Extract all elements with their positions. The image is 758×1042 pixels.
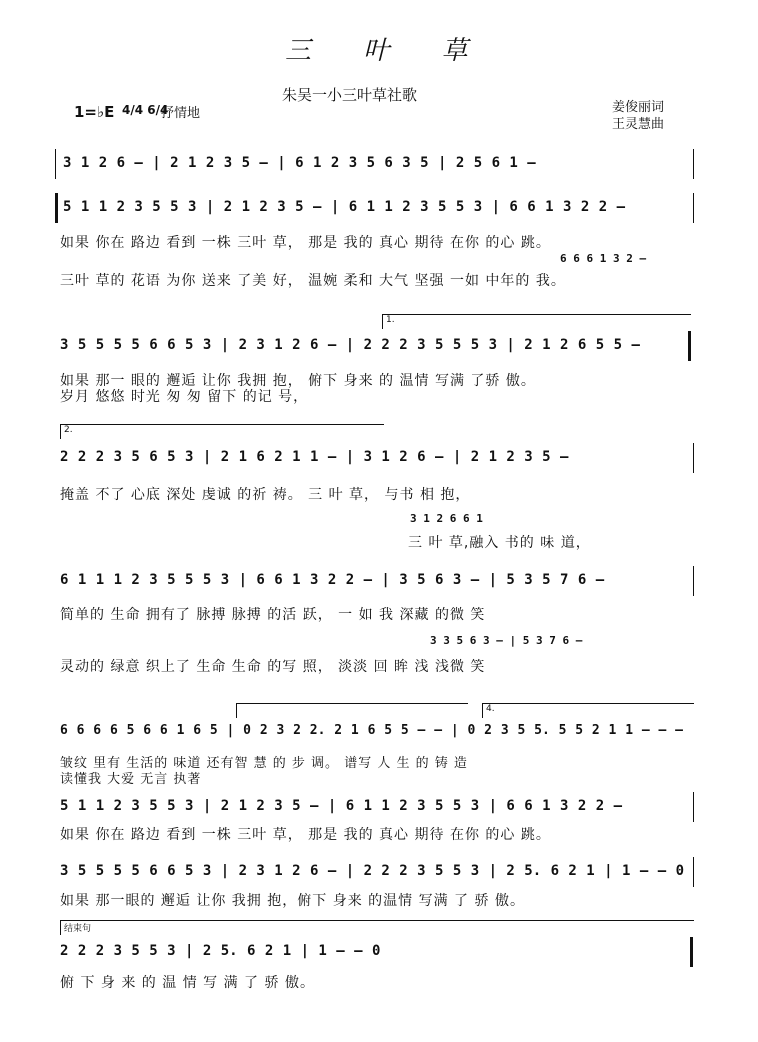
lyrics-verse1: 如果 那一眼的 邂逅 让你 我拥 抱，俯下 身来 的温情 写满 了 骄 傲。 bbox=[60, 893, 525, 909]
lyrics-verse2: 三 叶 草,融入 书的 味 道， bbox=[408, 535, 591, 551]
notation-line bbox=[55, 337, 705, 361]
time-signature: 4/4 6/4 bbox=[122, 103, 169, 117]
lyrics-verse1: 简单的 生命 拥有了 脉搏 脉搏 的活 跃， 一 如 我 深藏 的微 笑 bbox=[60, 607, 486, 623]
barline bbox=[693, 149, 694, 179]
alt-notation: 3 3 5 6 3 – | 5 3 7 6 – bbox=[430, 634, 583, 647]
volta-bracket: 4. bbox=[482, 703, 694, 718]
barline bbox=[693, 443, 694, 473]
volta-bracket: 1. bbox=[382, 314, 691, 329]
lyrics-verse1: 俯 下 身 来 的 温 情 写 满 了 骄 傲。 bbox=[60, 975, 315, 991]
notation-text: 6 6 6 6 5 6 6 1 6 5 | 0 2 3 2 2. 2 1 6 5 5 – – | 0 2 3 5 5. 5 5 2 1 1 – – – bbox=[60, 723, 683, 738]
lyrics-verse2: 灵动的 绿意 织上了 生命 生命 的写 照， 淡淡 回 眸 浅 浅微 笑 bbox=[60, 659, 486, 675]
notation-text: 6 1 1 1 2 3 5 5 5 3 | 6 6 1 3 2 2 – | 3 5 6 3 – | 5 3 5 7 6 – bbox=[60, 572, 605, 588]
composer-credit: 王灵慧曲 bbox=[612, 117, 665, 132]
notation-text: 2 2 2 3 5 6 5 3 | 2 1 6 2 1 1 – | 3 1 2 6 – | 2 1 2 3 5 – bbox=[60, 449, 569, 465]
alt-notation: 6 6 6 1 3 2 – bbox=[560, 252, 647, 265]
barline bbox=[693, 566, 694, 596]
notation-line bbox=[55, 943, 705, 967]
lyrics-verse1: 掩盖 不了 心底 深处 虔诚 的祈 祷。 三 叶 草， 与书 相 抱， bbox=[60, 487, 471, 503]
key-signature: 1=♭E bbox=[74, 103, 115, 121]
notation-line bbox=[55, 199, 705, 223]
final-barline bbox=[690, 937, 693, 967]
notation-line bbox=[55, 863, 705, 887]
notation-line bbox=[55, 155, 705, 179]
lyrics-verse1: 如果 你在 路边 看到 一株 三叶 草， 那是 我的 真心 期待 在你 的心 跳。 bbox=[60, 235, 551, 251]
lyrics-verse1: 皱纹 里有 生活的 味道 还有智 慧 的 步 调。 谱写 人 生 的 铸 造 bbox=[60, 756, 468, 771]
notation-line bbox=[55, 449, 705, 473]
volta-bracket: 2. bbox=[60, 424, 384, 439]
notation-text: 3 5 5 5 5 6 6 5 3 | 2 3 1 2 6 – | 2 2 2 3 5 5 3 | 2 5. 6 2 1 | 1 – – 0 bbox=[60, 863, 685, 879]
lyrics-verse2: 读懂我 大爱 无言 执著 bbox=[60, 772, 202, 787]
volta-bracket bbox=[236, 703, 468, 718]
lyrics-verse2: 岁月 悠悠 时光 匆 匆 留下 的记 号， bbox=[60, 389, 309, 405]
lyrics-verse1: 如果 那一 眼的 邂逅 让你 我拥 抱， 俯下 身来 的 温情 写满 了骄 傲。 bbox=[60, 373, 536, 389]
repeat-barline bbox=[55, 193, 58, 223]
expression-mark: 抒情地 bbox=[161, 106, 201, 121]
repeat-barline bbox=[688, 331, 691, 361]
notation-text: 3 5 5 5 5 6 6 5 3 | 2 3 1 2 6 – | 2 2 2 3 5 5 5 3 | 2 1 2 6 5 5 – bbox=[60, 337, 640, 353]
notation-line bbox=[55, 572, 705, 596]
barline bbox=[693, 857, 694, 887]
song-title: 三 叶 草 bbox=[285, 36, 490, 66]
lyrics-verse2: 三叶 草的 花语 为你 送来 了美 好， 温婉 柔和 大气 坚强 一如 中年的 我。 bbox=[60, 273, 566, 289]
lyrics-verse1: 如果 你在 路边 看到 一株 三叶 草， 那是 我的 真心 期待 在你 的心 跳。 bbox=[60, 827, 551, 843]
barline bbox=[693, 792, 694, 822]
notation-line bbox=[55, 723, 705, 747]
lyricist-credit: 姜俊丽词 bbox=[612, 100, 665, 115]
barline bbox=[55, 149, 56, 179]
notation-text: 3 1 2 6 – | 2 1 2 3 5 – | 6 1 2 3 5 6 3 5 | 2 5 6 1 – bbox=[63, 155, 536, 171]
song-subtitle: 朱吴一小三叶草社歌 bbox=[282, 86, 418, 104]
notation-text: 5 1 1 2 3 5 5 3 | 2 1 2 3 5 – | 6 1 1 2 3 5 5 3 | 6 6 1 3 2 2 – bbox=[60, 798, 623, 814]
notation-text: 2 2 2 3 5 5 3 | 2 5. 6 2 1 | 1 – – 0 bbox=[60, 943, 381, 959]
notation-line bbox=[55, 798, 705, 822]
ending-bracket: 结束句 bbox=[60, 920, 694, 935]
alt-notation: 3 1 2 6 6 1 bbox=[410, 512, 483, 525]
notation-text: 5 1 1 2 3 5 5 3 | 2 1 2 3 5 – | 6 1 1 2 3 5 5 3 | 6 6 1 3 2 2 – bbox=[63, 199, 626, 215]
barline bbox=[693, 193, 694, 223]
